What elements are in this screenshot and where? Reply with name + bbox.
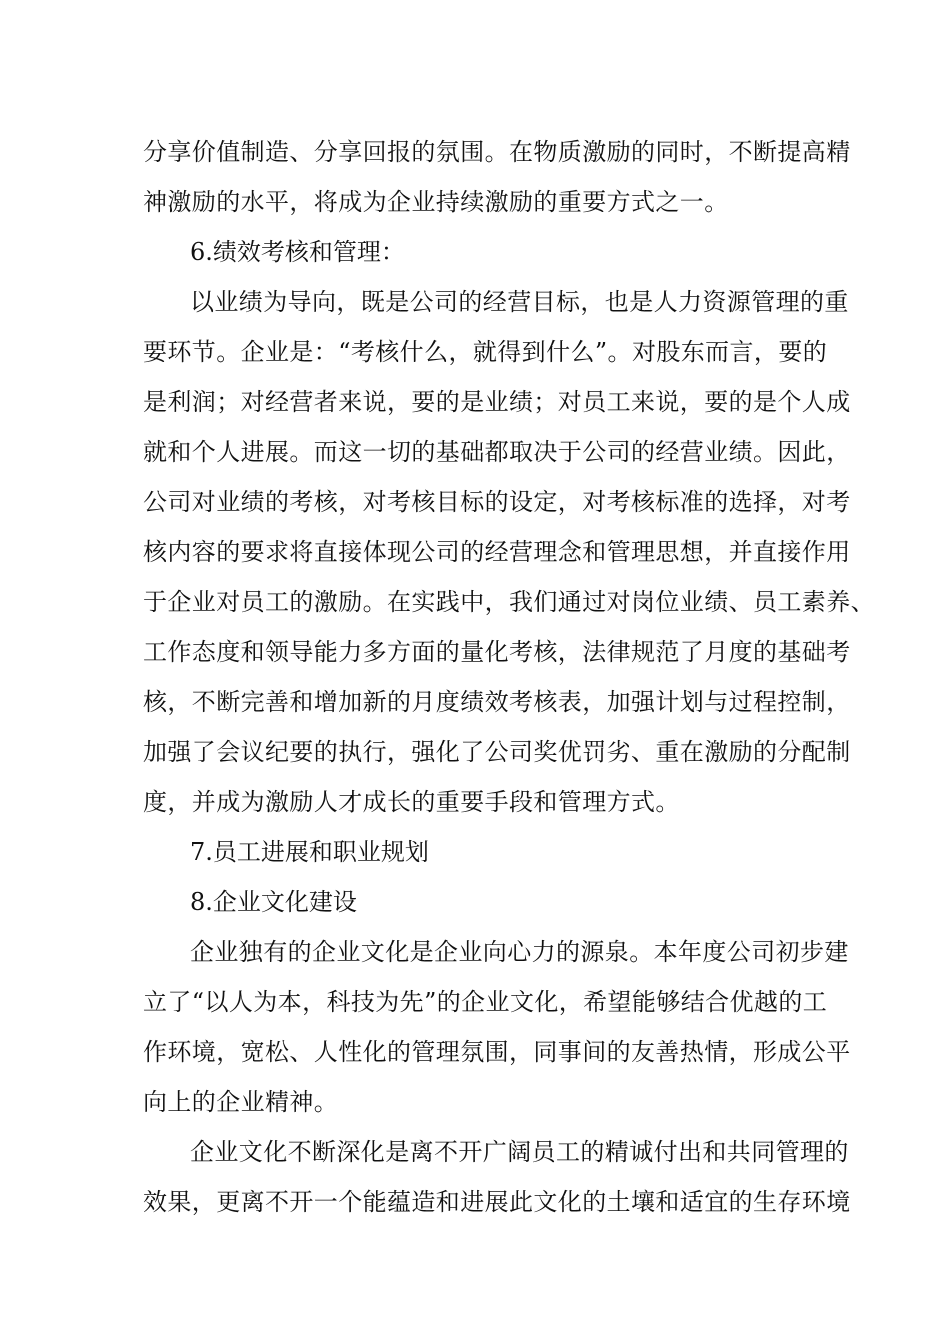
text-line-12: 核，不断完善和增加新的月度绩效考核表，加强计划与过程控制，	[143, 688, 851, 716]
text-line-10: 于企业对员工的激励。在实践中，我们通过对岗位业绩、员工素养、	[143, 588, 875, 616]
section-heading-6: 6.绩效考核和管理：	[190, 238, 405, 266]
text-line-13: 加强了会议纪要的执行，强化了公司奖优罚劣、重在激励的分配制	[143, 738, 851, 766]
text-line-5: 要环节。企业是：“考核什么，就得到什么”。对股东而言，要的	[143, 338, 828, 366]
text-line-19: 作环境，宽松、人性化的管理氛围，同事间的友善热情，形成公平	[143, 1038, 851, 1066]
text-line-1: 分享价值制造、分享回报的氛围。在物质激励的同时，不断提高精	[143, 138, 851, 166]
text-line-18: 立了“以人为本，科技为先”的企业文化，希望能够结合优越的工	[143, 988, 828, 1016]
text-line-22: 效果，更离不开一个能蕴造和进展此文化的土壤和适宜的生存环境	[143, 1188, 851, 1216]
text-line-7: 就和个人进展。而这一切的基础都取决于公司的经营业绩。因此，	[143, 438, 851, 466]
text-line-6: 是利润；对经营者来说，要的是业绩；对员工来说，要的是个人成	[143, 388, 851, 416]
text-line-8: 公司对业绩的考核，对考核目标的设定，对考核标准的选择，对考	[143, 488, 851, 516]
text-line-14: 度，并成为激励人才成长的重要手段和管理方式。	[143, 788, 680, 816]
text-line-11: 工作态度和领导能力多方面的量化考核，法律规范了月度的基础考	[143, 638, 851, 666]
text-line-9: 核内容的要求将直接体现公司的经营理念和管理思想，并直接作用	[143, 538, 851, 566]
text-line-21: 企业文化不断深化是离不开广阔员工的精诚付出和共同管理的	[190, 1138, 849, 1166]
text-line-2: 神激励的水平，将成为企业持续激励的重要方式之一。	[143, 188, 729, 216]
text-line-4: 以业绩为导向，既是公司的经营目标，也是人力资源管理的重	[190, 288, 849, 316]
section-heading-8: 8.企业文化建设	[190, 888, 357, 916]
text-line-20: 向上的企业精神。	[143, 1088, 339, 1116]
section-heading-7: 7.员工进展和职业规划	[190, 838, 429, 866]
text-line-17: 企业独有的企业文化是企业向心力的源泉。本年度公司初步建	[190, 938, 849, 966]
